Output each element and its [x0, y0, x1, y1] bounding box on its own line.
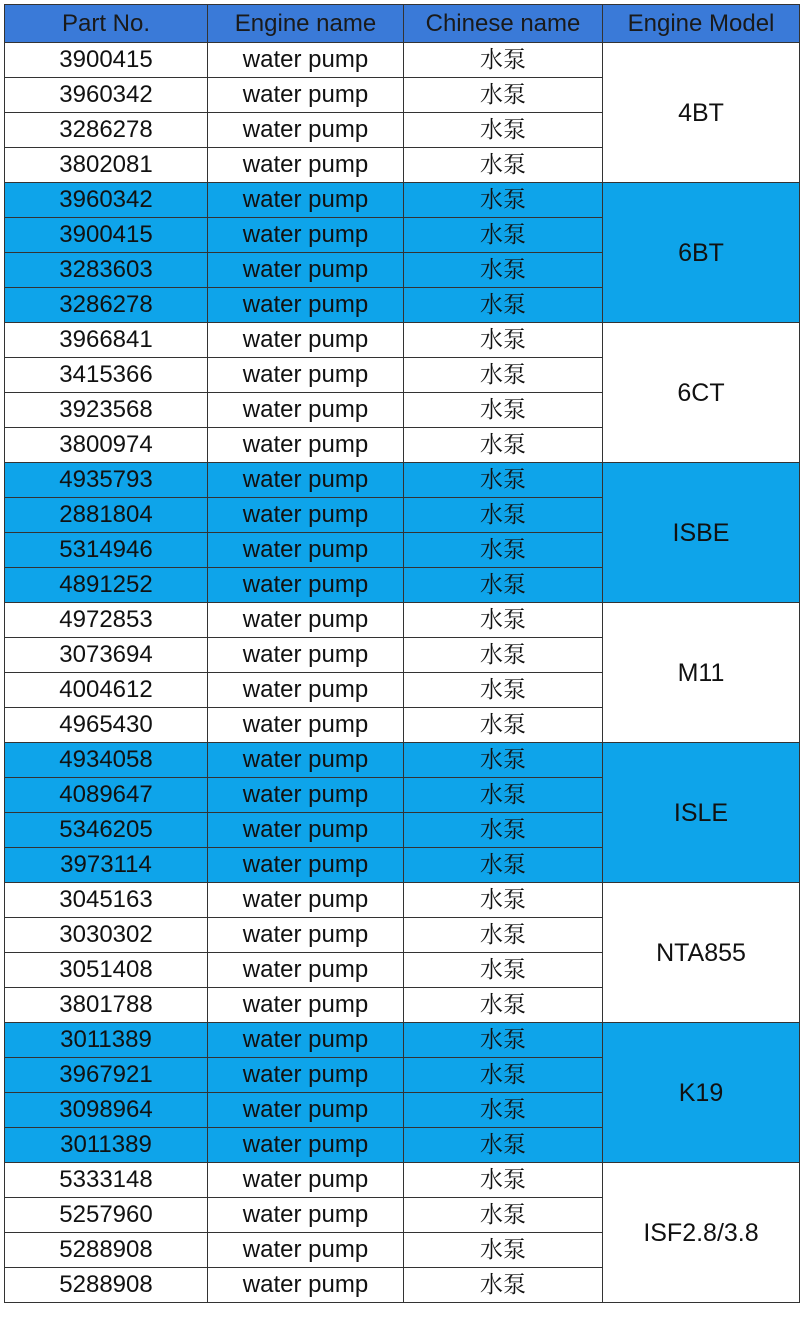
engine-name-cell: water pump	[208, 253, 404, 288]
part-number-cell: 3967921	[5, 1058, 208, 1093]
engine-model-cell: ISBE	[603, 463, 800, 603]
table-row	[5, 43, 800, 78]
engine-name-cell: water pump	[208, 778, 404, 813]
chinese-name-cell: 水泵	[404, 428, 603, 463]
table-row	[5, 1163, 800, 1198]
part-number-cell: 5257960	[5, 1198, 208, 1233]
engine-name-cell: water pump	[208, 113, 404, 148]
chinese-name-cell: 水泵	[404, 533, 603, 568]
part-number-cell: 3900415	[5, 218, 208, 253]
chinese-name-cell: 水泵	[404, 813, 603, 848]
chinese-name-cell: 水泵	[404, 393, 603, 428]
header-engine-name: Engine name	[208, 5, 404, 43]
engine-name-cell: water pump	[208, 533, 404, 568]
header-engine-model: Engine Model	[603, 5, 800, 43]
engine-name-cell: water pump	[208, 1198, 404, 1233]
chinese-name-cell: 水泵	[404, 1163, 603, 1198]
part-number-cell: 3802081	[5, 148, 208, 183]
part-number-cell: 2881804	[5, 498, 208, 533]
engine-name-cell: water pump	[208, 883, 404, 918]
part-number-cell: 4089647	[5, 778, 208, 813]
engine-name-cell: water pump	[208, 43, 404, 78]
part-number-cell: 3011389	[5, 1128, 208, 1163]
chinese-name-cell: 水泵	[404, 1058, 603, 1093]
chinese-name-cell: 水泵	[404, 1128, 603, 1163]
header-part-no: Part No.	[5, 5, 208, 43]
part-number-cell: 4004612	[5, 673, 208, 708]
engine-model-cell: ISLE	[603, 743, 800, 883]
chinese-name-cell: 水泵	[404, 988, 603, 1023]
chinese-name-cell: 水泵	[404, 778, 603, 813]
engine-name-cell: water pump	[208, 78, 404, 113]
chinese-name-cell: 水泵	[404, 358, 603, 393]
chinese-name-cell: 水泵	[404, 43, 603, 78]
engine-name-cell: water pump	[208, 708, 404, 743]
chinese-name-cell: 水泵	[404, 848, 603, 883]
chinese-name-cell: 水泵	[404, 288, 603, 323]
header-row	[5, 5, 800, 43]
engine-model-cell: 6CT	[603, 323, 800, 463]
part-number-cell: 4965430	[5, 708, 208, 743]
chinese-name-cell: 水泵	[404, 183, 603, 218]
engine-name-cell: water pump	[208, 673, 404, 708]
table-row	[5, 183, 800, 218]
chinese-name-cell: 水泵	[404, 218, 603, 253]
part-number-cell: 3283603	[5, 253, 208, 288]
part-number-cell: 3286278	[5, 288, 208, 323]
chinese-name-cell: 水泵	[404, 113, 603, 148]
engine-name-cell: water pump	[208, 638, 404, 673]
table-row	[5, 1023, 800, 1058]
engine-name-cell: water pump	[208, 918, 404, 953]
chinese-name-cell: 水泵	[404, 78, 603, 113]
chinese-name-cell: 水泵	[404, 743, 603, 778]
part-number-cell: 3923568	[5, 393, 208, 428]
chinese-name-cell: 水泵	[404, 148, 603, 183]
engine-model-cell: M11	[603, 603, 800, 743]
part-number-cell: 3960342	[5, 183, 208, 218]
engine-name-cell: water pump	[208, 1128, 404, 1163]
chinese-name-cell: 水泵	[404, 1198, 603, 1233]
chinese-name-cell: 水泵	[404, 603, 603, 638]
part-number-cell: 3960342	[5, 78, 208, 113]
part-number-cell: 5288908	[5, 1233, 208, 1268]
engine-name-cell: water pump	[208, 463, 404, 498]
engine-model-cell: 4BT	[603, 43, 800, 183]
part-number-cell: 3801788	[5, 988, 208, 1023]
engine-name-cell: water pump	[208, 428, 404, 463]
part-number-cell: 3098964	[5, 1093, 208, 1128]
part-number-cell: 4972853	[5, 603, 208, 638]
engine-name-cell: water pump	[208, 1023, 404, 1058]
engine-name-cell: water pump	[208, 1163, 404, 1198]
chinese-name-cell: 水泵	[404, 498, 603, 533]
engine-name-cell: water pump	[208, 1058, 404, 1093]
part-number-cell: 4891252	[5, 568, 208, 603]
engine-name-cell: water pump	[208, 988, 404, 1023]
table-row	[5, 743, 800, 778]
table-row	[5, 323, 800, 358]
engine-name-cell: water pump	[208, 218, 404, 253]
engine-name-cell: water pump	[208, 393, 404, 428]
part-number-cell: 3966841	[5, 323, 208, 358]
engine-name-cell: water pump	[208, 498, 404, 533]
header-chinese-name: Chinese name	[404, 5, 603, 43]
part-number-cell: 5314946	[5, 533, 208, 568]
part-number-cell: 3800974	[5, 428, 208, 463]
part-number-cell: 3900415	[5, 43, 208, 78]
engine-name-cell: water pump	[208, 743, 404, 778]
engine-name-cell: water pump	[208, 1268, 404, 1303]
chinese-name-cell: 水泵	[404, 323, 603, 358]
chinese-name-cell: 水泵	[404, 1023, 603, 1058]
chinese-name-cell: 水泵	[404, 918, 603, 953]
chinese-name-cell: 水泵	[404, 1268, 603, 1303]
part-number-cell: 4934058	[5, 743, 208, 778]
engine-model-cell: NTA855	[603, 883, 800, 1023]
engine-name-cell: water pump	[208, 568, 404, 603]
part-number-cell: 5346205	[5, 813, 208, 848]
engine-name-cell: water pump	[208, 848, 404, 883]
part-number-cell: 4935793	[5, 463, 208, 498]
part-number-cell: 3973114	[5, 848, 208, 883]
engine-name-cell: water pump	[208, 1093, 404, 1128]
part-number-cell: 3073694	[5, 638, 208, 673]
parts-table	[4, 4, 800, 1303]
chinese-name-cell: 水泵	[404, 638, 603, 673]
chinese-name-cell: 水泵	[404, 883, 603, 918]
part-number-cell: 3051408	[5, 953, 208, 988]
chinese-name-cell: 水泵	[404, 708, 603, 743]
engine-name-cell: water pump	[208, 358, 404, 393]
table-header	[5, 5, 800, 43]
chinese-name-cell: 水泵	[404, 953, 603, 988]
engine-name-cell: water pump	[208, 603, 404, 638]
part-number-cell: 3011389	[5, 1023, 208, 1058]
table-row	[5, 883, 800, 918]
chinese-name-cell: 水泵	[404, 253, 603, 288]
engine-name-cell: water pump	[208, 288, 404, 323]
engine-name-cell: water pump	[208, 148, 404, 183]
table-body	[5, 43, 800, 1303]
engine-model-cell: 6BT	[603, 183, 800, 323]
chinese-name-cell: 水泵	[404, 463, 603, 498]
chinese-name-cell: 水泵	[404, 673, 603, 708]
engine-name-cell: water pump	[208, 323, 404, 358]
part-number-cell: 3415366	[5, 358, 208, 393]
part-number-cell: 3045163	[5, 883, 208, 918]
engine-name-cell: water pump	[208, 183, 404, 218]
table-row	[5, 603, 800, 638]
chinese-name-cell: 水泵	[404, 1233, 603, 1268]
chinese-name-cell: 水泵	[404, 1093, 603, 1128]
part-number-cell: 5333148	[5, 1163, 208, 1198]
engine-model-cell: ISF2.8/3.8	[603, 1163, 800, 1303]
part-number-cell: 3286278	[5, 113, 208, 148]
part-number-cell: 5288908	[5, 1268, 208, 1303]
table-row	[5, 463, 800, 498]
engine-name-cell: water pump	[208, 1233, 404, 1268]
engine-name-cell: water pump	[208, 813, 404, 848]
engine-name-cell: water pump	[208, 953, 404, 988]
chinese-name-cell: 水泵	[404, 568, 603, 603]
engine-model-cell: K19	[603, 1023, 800, 1163]
part-number-cell: 3030302	[5, 918, 208, 953]
